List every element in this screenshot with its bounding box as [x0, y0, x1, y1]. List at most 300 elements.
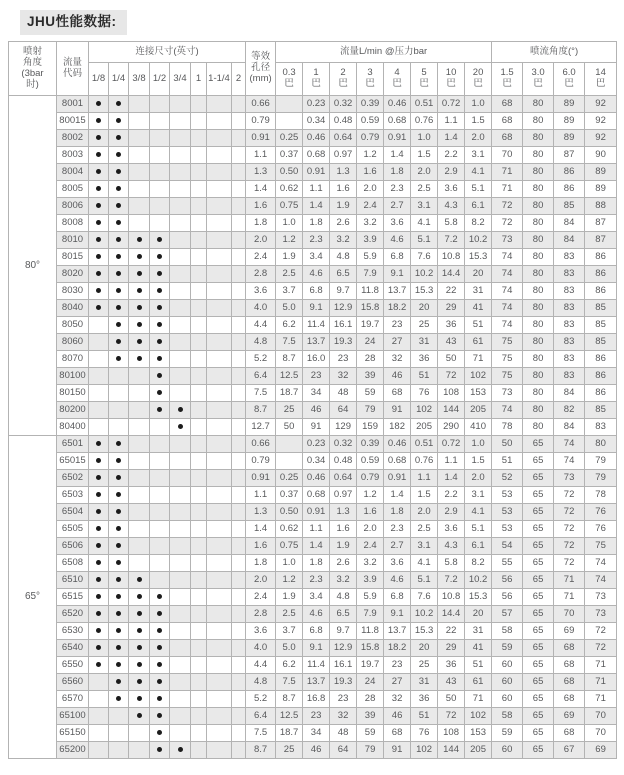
connection-cell	[150, 572, 170, 589]
spray-angle-value-cell: 76	[585, 504, 617, 521]
connection-dot-icon	[96, 220, 101, 225]
flow-value-cell: 23	[384, 317, 411, 334]
connection-cell	[89, 504, 109, 521]
connection-cell	[129, 368, 150, 385]
flow-value-cell: 4.6	[384, 232, 411, 249]
flow-value-cell: 23	[330, 691, 357, 708]
connection-cell	[170, 300, 191, 317]
connection-cell	[207, 351, 232, 368]
spray-angle-value-cell: 80	[523, 198, 554, 215]
flow-value-cell: 32	[384, 351, 411, 368]
flow-value-cell: 9.1	[384, 606, 411, 623]
flow-value-cell: 0.76	[411, 453, 438, 470]
connection-cell	[129, 504, 150, 521]
flow-value-cell: 3.2	[357, 215, 384, 232]
table-row	[9, 96, 617, 113]
flow-value-cell: 3.1	[411, 198, 438, 215]
connection-cell	[232, 402, 246, 419]
flow-value-cell: 22	[438, 623, 465, 640]
connection-dot-icon	[178, 407, 183, 412]
flow-value-cell: 1.1	[411, 470, 438, 487]
connection-cell	[232, 385, 246, 402]
spray-angle-value-cell: 75	[492, 368, 523, 385]
spray-angle-value-cell: 65	[523, 640, 554, 657]
connection-cell	[109, 181, 129, 198]
flow-value-cell: 0.72	[438, 436, 465, 453]
flow-value-cell: 5.9	[357, 589, 384, 606]
connection-cell	[170, 555, 191, 572]
flow-code-cell: 65100	[57, 708, 89, 725]
connection-dot-icon	[96, 560, 101, 565]
connection-dot-icon	[96, 577, 101, 582]
connection-cell	[109, 504, 129, 521]
flow-value-cell: 9.1	[303, 640, 330, 657]
flow-value-cell: 290	[438, 419, 465, 436]
flow-value-cell: 13.7	[303, 674, 330, 691]
spray-angle-value-cell: 83	[554, 334, 585, 351]
connection-cell	[232, 538, 246, 555]
connection-cell	[109, 419, 129, 436]
spray-angle-value-cell: 80	[523, 215, 554, 232]
connection-dot-icon	[116, 339, 121, 344]
connection-cell	[191, 147, 207, 164]
connection-cell	[150, 181, 170, 198]
flow-code-cell: 8040	[57, 300, 89, 317]
spray-angle-value-cell: 87	[585, 232, 617, 249]
connection-cell	[170, 606, 191, 623]
flow-value-cell: 36	[411, 691, 438, 708]
flow-code-cell: 8008	[57, 215, 89, 232]
flow-value-cell: 1.0	[276, 215, 303, 232]
connection-cell	[207, 96, 232, 113]
flow-value-cell: 6.1	[465, 538, 492, 555]
flow-value-cell: 4.1	[465, 164, 492, 181]
aperture-cell: 2.0	[246, 572, 276, 589]
spray-angle-value-cell: 88	[585, 198, 617, 215]
spray-angle-value-cell: 74	[492, 300, 523, 317]
header-conn-size: 1-1/4	[207, 63, 232, 96]
connection-dot-icon	[96, 458, 101, 463]
header-flow-pressure: 1 巴	[303, 63, 330, 96]
flow-value-cell: 50	[276, 419, 303, 436]
connection-cell	[89, 130, 109, 147]
table-row	[9, 725, 617, 742]
connection-cell	[89, 249, 109, 266]
header-angle-pressure: 3.0 巴	[523, 63, 554, 96]
table-row	[9, 623, 617, 640]
flow-value-cell: 68	[384, 385, 411, 402]
connection-dot-icon	[96, 475, 101, 480]
connection-cell	[89, 317, 109, 334]
connection-cell	[232, 572, 246, 589]
flow-value-cell: 102	[411, 402, 438, 419]
aperture-cell: 0.66	[246, 96, 276, 113]
flow-value-cell: 1.1	[438, 453, 465, 470]
spray-angle-value-cell: 54	[492, 538, 523, 555]
flow-code-cell: 65015	[57, 453, 89, 470]
connection-cell	[89, 96, 109, 113]
spray-angle-value-cell: 83	[585, 419, 617, 436]
spray-angle-value-cell: 71	[492, 181, 523, 198]
flow-value-cell: 39	[357, 708, 384, 725]
connection-cell	[207, 368, 232, 385]
spray-angle-value-cell: 65	[523, 589, 554, 606]
connection-cell	[109, 130, 129, 147]
flow-value-cell: 25	[276, 402, 303, 419]
connection-cell	[170, 589, 191, 606]
spray-angle-value-cell: 85	[585, 334, 617, 351]
flow-value-cell: 0.91	[303, 504, 330, 521]
connection-cell	[150, 130, 170, 147]
connection-cell	[89, 742, 109, 759]
connection-cell	[232, 164, 246, 181]
connection-cell	[170, 708, 191, 725]
spray-angle-value-cell: 83	[554, 317, 585, 334]
flow-value-cell: 8.2	[465, 555, 492, 572]
spray-angle-value-cell: 80	[523, 317, 554, 334]
connection-cell	[170, 419, 191, 436]
aperture-cell: 4.4	[246, 657, 276, 674]
connection-cell	[207, 555, 232, 572]
flow-value-cell: 0.91	[384, 130, 411, 147]
header-angle-pressure: 6.0 巴	[554, 63, 585, 96]
flow-value-cell: 15.3	[465, 589, 492, 606]
flow-value-cell: 13.7	[384, 623, 411, 640]
flow-code-cell: 6505	[57, 521, 89, 538]
connection-cell	[129, 300, 150, 317]
spray-angle-value-cell: 53	[492, 504, 523, 521]
connection-cell	[150, 606, 170, 623]
connection-cell	[129, 555, 150, 572]
header-sub-row	[9, 63, 617, 96]
flow-value-cell: 36	[438, 657, 465, 674]
flow-value-cell: 32	[330, 708, 357, 725]
aperture-cell: 1.3	[246, 504, 276, 521]
flow-value-cell: 2.4	[357, 198, 384, 215]
flow-code-cell: 65150	[57, 725, 89, 742]
spray-angle-value-cell: 74	[585, 555, 617, 572]
flow-value-cell: 1.6	[357, 164, 384, 181]
spray-angle-value-cell: 73	[554, 470, 585, 487]
flow-value-cell: 68	[384, 725, 411, 742]
aperture-cell: 12.7	[246, 419, 276, 436]
connection-dot-icon	[157, 322, 162, 327]
table-row	[9, 283, 617, 300]
connection-cell	[129, 317, 150, 334]
flow-value-cell: 9.1	[384, 266, 411, 283]
connection-cell	[129, 606, 150, 623]
flow-value-cell: 0.62	[276, 181, 303, 198]
spray-angle-value-cell: 53	[492, 521, 523, 538]
header-conn-size: 1/8	[89, 63, 109, 96]
flow-value-cell: 25	[411, 657, 438, 674]
connection-cell	[170, 436, 191, 453]
connection-dot-icon	[116, 441, 121, 446]
connection-cell	[109, 708, 129, 725]
spray-angle-value-cell: 68	[554, 691, 585, 708]
spray-angle-value-cell: 68	[554, 640, 585, 657]
spray-angle-value-cell: 60	[492, 691, 523, 708]
connection-dot-icon	[116, 118, 121, 123]
table-row	[9, 487, 617, 504]
connection-cell	[129, 487, 150, 504]
connection-cell	[150, 232, 170, 249]
flow-value-cell: 48	[330, 385, 357, 402]
table-row	[9, 691, 617, 708]
table-row	[9, 742, 617, 759]
connection-dot-icon	[137, 713, 142, 718]
flow-value-cell: 1.8	[303, 555, 330, 572]
connection-cell	[89, 572, 109, 589]
flow-value-cell: 2.3	[303, 572, 330, 589]
performance-table	[8, 41, 617, 759]
connection-cell	[109, 470, 129, 487]
connection-cell	[109, 351, 129, 368]
connection-cell	[150, 742, 170, 759]
flow-value-cell: 4.3	[438, 198, 465, 215]
connection-dot-icon	[157, 254, 162, 259]
spray-angle-value-cell: 86	[585, 351, 617, 368]
spray-angle-value-cell: 71	[585, 691, 617, 708]
connection-cell	[170, 96, 191, 113]
connection-dot-icon	[157, 390, 162, 395]
flow-value-cell: 10.8	[438, 589, 465, 606]
flow-value-cell: 34	[303, 385, 330, 402]
connection-cell	[207, 300, 232, 317]
table-row	[9, 215, 617, 232]
connection-dot-icon	[137, 288, 142, 293]
flow-value-cell: 6.8	[384, 589, 411, 606]
flow-value-cell: 5.1	[465, 181, 492, 198]
connection-cell	[191, 674, 207, 691]
flow-value-cell: 20	[411, 640, 438, 657]
connection-cell	[150, 317, 170, 334]
flow-value-cell: 46	[303, 742, 330, 759]
connection-cell	[170, 334, 191, 351]
connection-dot-icon	[116, 203, 121, 208]
connection-dot-icon	[178, 424, 183, 429]
connection-cell	[191, 249, 207, 266]
flow-value-cell: 46	[384, 708, 411, 725]
flow-value-cell: 4.1	[411, 215, 438, 232]
spray-angle-value-cell: 83	[554, 249, 585, 266]
connection-dot-icon	[116, 492, 121, 497]
flow-value-cell: 51	[411, 708, 438, 725]
connection-cell	[232, 351, 246, 368]
connection-cell	[109, 232, 129, 249]
flow-code-cell: 8006	[57, 198, 89, 215]
connection-cell	[150, 453, 170, 470]
spray-angle-value-cell: 65	[523, 470, 554, 487]
header-spray-angle: 喷射 角度 (3bar 时)	[9, 42, 57, 96]
connection-dot-icon	[116, 288, 121, 293]
connection-cell	[232, 470, 246, 487]
flow-value-cell: 23	[384, 657, 411, 674]
flow-value-cell: 39	[357, 368, 384, 385]
spray-angle-value-cell: 60	[492, 657, 523, 674]
flow-value-cell: 5.0	[276, 300, 303, 317]
connection-cell	[109, 521, 129, 538]
connection-cell	[191, 725, 207, 742]
connection-cell	[170, 470, 191, 487]
connection-dot-icon	[116, 152, 121, 157]
flow-value-cell: 15.3	[465, 249, 492, 266]
connection-cell	[109, 249, 129, 266]
spray-angle-value-cell: 71	[492, 164, 523, 181]
flow-code-cell: 6570	[57, 691, 89, 708]
connection-cell	[207, 385, 232, 402]
spray-angle-value-cell: 60	[492, 742, 523, 759]
connection-cell	[191, 657, 207, 674]
connection-cell	[129, 198, 150, 215]
spray-angle-value-cell: 89	[554, 113, 585, 130]
flow-code-cell: 80015	[57, 113, 89, 130]
connection-cell	[109, 300, 129, 317]
connection-cell	[129, 572, 150, 589]
aperture-cell: 1.6	[246, 538, 276, 555]
connection-cell	[150, 385, 170, 402]
connection-cell	[129, 419, 150, 436]
table-row	[9, 708, 617, 725]
flow-value-cell: 2.5	[276, 266, 303, 283]
flow-code-cell: 6560	[57, 674, 89, 691]
connection-dot-icon	[137, 645, 142, 650]
aperture-cell: 8.7	[246, 402, 276, 419]
connection-cell	[207, 130, 232, 147]
connection-cell	[232, 725, 246, 742]
flow-value-cell: 59	[357, 725, 384, 742]
flow-value-cell: 31	[465, 283, 492, 300]
flow-value-cell: 25	[276, 742, 303, 759]
spray-angle-value-cell: 52	[492, 470, 523, 487]
connection-cell	[191, 504, 207, 521]
connection-dot-icon	[96, 441, 101, 446]
header-angle-group: 喷流角度(°)	[492, 42, 617, 63]
connection-dot-icon	[157, 730, 162, 735]
connection-cell	[129, 538, 150, 555]
connection-dot-icon	[137, 696, 142, 701]
spray-angle-value-cell: 84	[554, 232, 585, 249]
connection-dot-icon	[116, 271, 121, 276]
connection-cell	[89, 640, 109, 657]
connection-cell	[89, 266, 109, 283]
table-row	[9, 249, 617, 266]
header-angle-pressure: 1.5 巴	[492, 63, 523, 96]
connection-cell	[232, 96, 246, 113]
table-row	[9, 470, 617, 487]
spray-angle-value-cell: 65	[523, 487, 554, 504]
flow-value-cell: 2.4	[357, 538, 384, 555]
header-conn-size: 1/2	[150, 63, 170, 96]
flow-value-cell: 0.68	[384, 453, 411, 470]
connection-cell	[129, 470, 150, 487]
connection-cell	[207, 283, 232, 300]
flow-value-cell: 19.3	[330, 674, 357, 691]
flow-code-cell: 6506	[57, 538, 89, 555]
connection-cell	[89, 215, 109, 232]
flow-value-cell: 1.3	[330, 504, 357, 521]
table-row	[9, 300, 617, 317]
connection-cell	[191, 538, 207, 555]
flow-value-cell: 3.2	[330, 572, 357, 589]
connection-cell	[109, 402, 129, 419]
flow-value-cell: 153	[465, 725, 492, 742]
spray-angle-value-cell: 85	[585, 300, 617, 317]
connection-cell	[207, 487, 232, 504]
aperture-cell: 6.4	[246, 708, 276, 725]
connection-cell	[129, 708, 150, 725]
spray-angle-value-cell: 79	[585, 453, 617, 470]
spray-angle-value-cell: 65	[523, 453, 554, 470]
connection-cell	[109, 164, 129, 181]
table-row	[9, 385, 617, 402]
table-row	[9, 453, 617, 470]
spray-angle-value-cell: 80	[523, 283, 554, 300]
connection-cell	[129, 164, 150, 181]
connection-cell	[150, 470, 170, 487]
flow-code-cell: 6515	[57, 589, 89, 606]
flow-value-cell: 1.3	[330, 164, 357, 181]
spray-angle-value-cell: 74	[492, 317, 523, 334]
connection-cell	[109, 572, 129, 589]
flow-value-cell: 0.46	[384, 436, 411, 453]
flow-value-cell: 1.0	[465, 436, 492, 453]
header-flow-pressure: 20 巴	[465, 63, 492, 96]
connection-cell	[191, 130, 207, 147]
aperture-cell: 2.4	[246, 249, 276, 266]
flow-value-cell: 3.9	[357, 232, 384, 249]
connection-cell	[89, 300, 109, 317]
connection-cell	[109, 436, 129, 453]
flow-value-cell: 102	[465, 708, 492, 725]
connection-cell	[232, 487, 246, 504]
connection-cell	[207, 572, 232, 589]
flow-value-cell: 0.75	[276, 198, 303, 215]
flow-value-cell: 0.51	[411, 96, 438, 113]
flow-value-cell: 102	[411, 742, 438, 759]
connection-cell	[232, 368, 246, 385]
flow-value-cell: 12.5	[276, 708, 303, 725]
connection-cell	[191, 164, 207, 181]
spray-angle-value-cell: 89	[585, 164, 617, 181]
flow-value-cell: 1.5	[411, 147, 438, 164]
connection-cell	[150, 266, 170, 283]
connection-cell	[170, 674, 191, 691]
flow-code-cell: 80100	[57, 368, 89, 385]
spray-angle-value-cell: 69	[554, 623, 585, 640]
spray-angle-value-cell: 72	[554, 521, 585, 538]
table-row	[9, 164, 617, 181]
spray-angle-value-cell: 92	[585, 96, 617, 113]
connection-dot-icon	[157, 339, 162, 344]
connection-cell	[232, 317, 246, 334]
table-row	[9, 368, 617, 385]
flow-value-cell: 10.2	[411, 606, 438, 623]
flow-value-cell: 32	[330, 368, 357, 385]
spray-angle-value-cell: 70	[585, 725, 617, 742]
flow-value-cell: 2.0	[411, 164, 438, 181]
flow-code-cell: 8004	[57, 164, 89, 181]
flow-value-cell: 11.8	[357, 623, 384, 640]
flow-value-cell: 0.68	[303, 147, 330, 164]
connection-cell	[129, 725, 150, 742]
spray-angle-value-cell: 80	[523, 385, 554, 402]
connection-cell	[207, 317, 232, 334]
flow-value-cell: 12.9	[330, 640, 357, 657]
connection-dot-icon	[116, 628, 121, 633]
connection-cell	[129, 181, 150, 198]
connection-dot-icon	[157, 696, 162, 701]
